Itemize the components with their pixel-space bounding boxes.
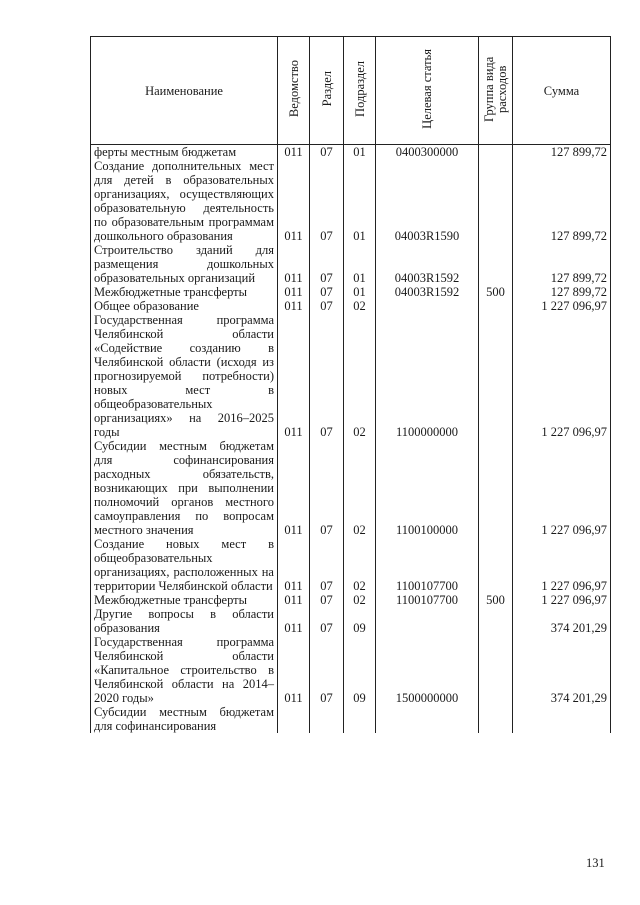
table-row xyxy=(91,635,611,705)
row-name: Субсидии местным бюджетам для софинансирования расходных обязательств, возникающих при выполнении полномочий органов местного самоуправления по вопросам местного значения xyxy=(91,439,278,537)
row-celevaya-statya: 04003R1592 xyxy=(376,243,479,285)
row-gruppa-vida xyxy=(479,635,513,705)
row-gruppa-vida xyxy=(479,537,513,593)
header-razdel: Раздел xyxy=(310,37,344,145)
row-podrazdel xyxy=(344,705,376,733)
row-gruppa-vida xyxy=(479,299,513,313)
row-razdel: 07 xyxy=(310,607,344,635)
row-summa: 374 201,29 xyxy=(513,635,611,705)
row-vedomstvo: 011 xyxy=(278,635,310,705)
row-podrazdel: 09 xyxy=(344,607,376,635)
table-row xyxy=(91,439,611,537)
row-name: Межбюджетные трансферты xyxy=(91,593,278,607)
row-razdel: 07 xyxy=(310,313,344,439)
row-celevaya-statya: 1100000000 xyxy=(376,313,479,439)
row-gruppa-vida xyxy=(479,439,513,537)
row-celevaya-statya: 0400300000 xyxy=(376,145,479,160)
table-body xyxy=(91,145,611,734)
row-summa: 1 227 096,97 xyxy=(513,439,611,537)
table-row xyxy=(91,705,611,733)
row-razdel: 07 xyxy=(310,285,344,299)
row-vedomstvo: 011 xyxy=(278,537,310,593)
table-row xyxy=(91,607,611,635)
row-vedomstvo: 011 xyxy=(278,607,310,635)
row-razdel: 07 xyxy=(310,439,344,537)
row-podrazdel: 02 xyxy=(344,299,376,313)
row-name: Государственная программа Челябинской области «Содействие созданию в Челябинской области (исходя из прогнозируемой потребности) новых мест в общеобразовательных организациях» на 2016–2025 годы xyxy=(91,313,278,439)
row-summa xyxy=(513,705,611,733)
row-gruppa-vida xyxy=(479,159,513,243)
row-gruppa-vida xyxy=(479,243,513,285)
row-celevaya-statya xyxy=(376,299,479,313)
row-gruppa-vida xyxy=(479,705,513,733)
header-vedomstvo: Ведомство xyxy=(278,37,310,145)
table-row xyxy=(91,145,611,160)
table-row xyxy=(91,313,611,439)
row-podrazdel: 01 xyxy=(344,285,376,299)
row-razdel: 07 xyxy=(310,537,344,593)
table-row xyxy=(91,299,611,313)
row-razdel: 07 xyxy=(310,635,344,705)
row-summa: 127 899,72 xyxy=(513,243,611,285)
row-vedomstvo: 011 xyxy=(278,593,310,607)
row-razdel: 07 xyxy=(310,145,344,160)
row-celevaya-statya: 04003R1592 xyxy=(376,285,479,299)
row-summa: 127 899,72 xyxy=(513,159,611,243)
header-gruppa-vida: Группа вида расходов xyxy=(479,37,513,145)
row-razdel xyxy=(310,705,344,733)
row-name: Другие вопросы в области образования xyxy=(91,607,278,635)
header-podrazdel: Подраздел xyxy=(344,37,376,145)
row-podrazdel: 02 xyxy=(344,537,376,593)
row-name: Государственная программа Челябинской области «Капитальное строительство в Челябинской области на 2014–2020 годы» xyxy=(91,635,278,705)
row-razdel: 07 xyxy=(310,243,344,285)
row-gruppa-vida: 500 xyxy=(479,593,513,607)
row-celevaya-statya: 1500000000 xyxy=(376,635,479,705)
row-name: Строительство зданий для размещения дошкольных образовательных организаций xyxy=(91,243,278,285)
row-vedomstvo: 011 xyxy=(278,299,310,313)
row-vedomstvo: 011 xyxy=(278,145,310,160)
row-summa: 1 227 096,97 xyxy=(513,299,611,313)
row-vedomstvo: 011 xyxy=(278,285,310,299)
row-vedomstvo xyxy=(278,705,310,733)
table-row xyxy=(91,243,611,285)
row-name: ферты местным бюджетам xyxy=(91,145,278,160)
row-vedomstvo: 011 xyxy=(278,243,310,285)
row-vedomstvo: 011 xyxy=(278,313,310,439)
row-podrazdel: 09 xyxy=(344,635,376,705)
table-row xyxy=(91,285,611,299)
row-podrazdel: 01 xyxy=(344,145,376,160)
row-vedomstvo: 011 xyxy=(278,159,310,243)
table-row xyxy=(91,593,611,607)
row-name: Создание дополнительных мест для детей в образовательных организациях, осуществляющих образовательную деятельность по образовательным программам дошкольного образования xyxy=(91,159,278,243)
row-celevaya-statya: 1100107700 xyxy=(376,537,479,593)
header-name: Наименование xyxy=(91,37,278,145)
page-number: 131 xyxy=(586,856,605,870)
row-gruppa-vida xyxy=(479,145,513,160)
budget-table xyxy=(90,36,611,733)
row-vedomstvo: 011 xyxy=(278,439,310,537)
row-name: Создание новых мест в общеобразовательных организациях, расположенных на территории Челябинской области xyxy=(91,537,278,593)
row-summa: 374 201,29 xyxy=(513,607,611,635)
row-celevaya-statya: 1100107700 xyxy=(376,593,479,607)
header-summa: Сумма xyxy=(513,37,611,145)
row-celevaya-statya xyxy=(376,705,479,733)
row-summa: 127 899,72 xyxy=(513,145,611,160)
table-header-row xyxy=(91,37,611,145)
row-name: Общее образование xyxy=(91,299,278,313)
row-summa: 1 227 096,97 xyxy=(513,313,611,439)
row-gruppa-vida: 500 xyxy=(479,285,513,299)
row-summa: 1 227 096,97 xyxy=(513,593,611,607)
row-podrazdel: 02 xyxy=(344,593,376,607)
row-name: Субсидии местным бюджетам для софинансирования xyxy=(91,705,278,733)
row-summa: 1 227 096,97 xyxy=(513,537,611,593)
row-podrazdel: 02 xyxy=(344,439,376,537)
row-celevaya-statya xyxy=(376,607,479,635)
row-razdel: 07 xyxy=(310,159,344,243)
table-row xyxy=(91,537,611,593)
row-podrazdel: 01 xyxy=(344,243,376,285)
row-podrazdel: 02 xyxy=(344,313,376,439)
table-row xyxy=(91,159,611,243)
header-celevaya-statya: Целевая статья xyxy=(376,37,479,145)
row-celevaya-statya: 1100100000 xyxy=(376,439,479,537)
row-name: Межбюджетные трансферты xyxy=(91,285,278,299)
row-gruppa-vida xyxy=(479,607,513,635)
row-podrazdel: 01 xyxy=(344,159,376,243)
row-celevaya-statya: 04003R1590 xyxy=(376,159,479,243)
row-summa: 127 899,72 xyxy=(513,285,611,299)
row-razdel: 07 xyxy=(310,299,344,313)
row-gruppa-vida xyxy=(479,313,513,439)
row-razdel: 07 xyxy=(310,593,344,607)
